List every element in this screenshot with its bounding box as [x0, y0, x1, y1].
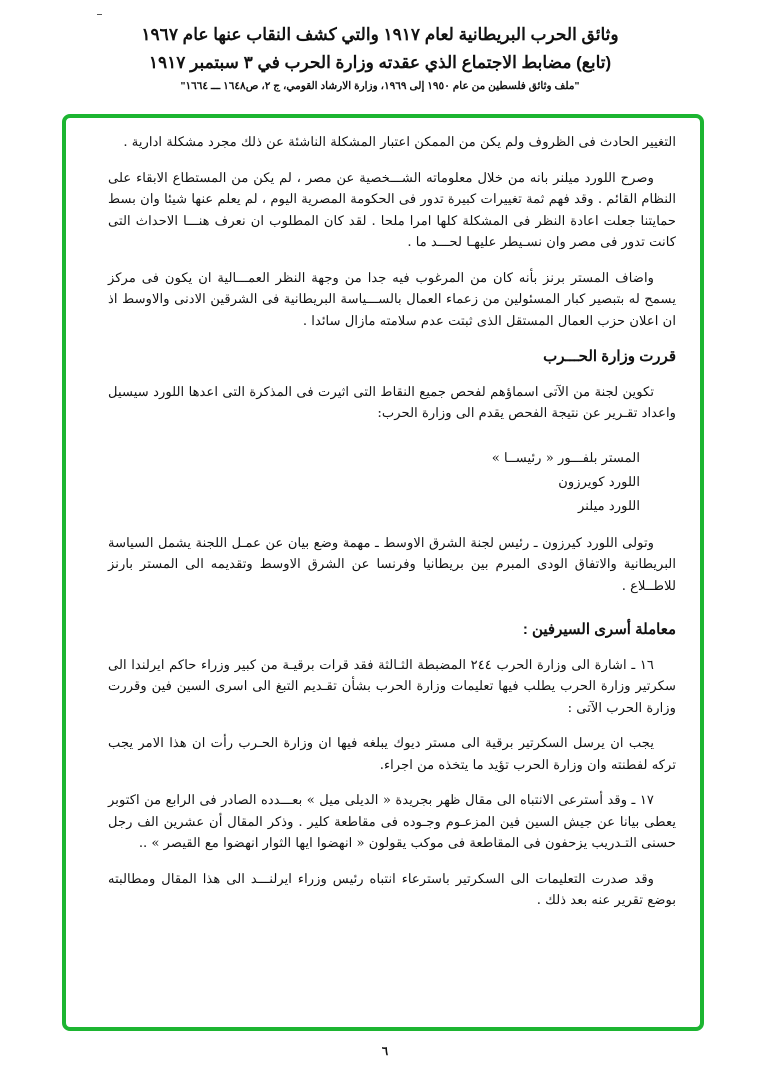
document-source-citation: "ملف وثائق فلسطين من عام ١٩٥٠ إلى ١٩٦٩، وزارة الارشاد القومي، ج ٢، ص١٦٤٨ ـــ ١٦٦٤" — [180, 80, 580, 92]
paragraph-barnes-statement: واضاف المستر برنز بأنه كان من المرغوب فيه جدا من وجهة النظر العمـــالية ان يكون فى مركز يسمح له بتبصير كبار المسئولين من زعماء العمال بالســـياسة البريطانية فى الشرقين الادنى والاوسط اذ ان اعلان حزب العمال المستقل الذى ثبتت عدم سلامته مازال سائدا . — [108, 270, 676, 329]
paragraph-item-17: ١٧ ـ وقد أسترعى الانتباه الى مقال ظهر بجريدة « الديلى ميل » بعـــدده الصادر فى الرابع من اكتوبر يعطى بيانا عن جيش السين فين المزعـوم وجـوده فى مقاطعة كلير . وذكر المقال أن عشرين الف رجل حسنى التـدريب يزحفون فى المقاطعة فى موكب يقولون « انهضوا ايها الثوار انهضوا مع القيصر » .. — [108, 793, 676, 851]
document-body — [108, 132, 676, 926]
document-title: وثائق الحرب البريطانية لعام ١٩١٧ والتي كشف النقاب عنها عام ١٩٦٧ — [141, 25, 619, 44]
committee-members-list — [108, 447, 676, 519]
paragraph-continuation: التغيير الحادث فى الظروف ولم يكن من الممكن اعتبار المشكلة الناشئة عن ذلك مجرد مشكلة ادارية . — [123, 135, 676, 150]
scan-artifact — [97, 14, 102, 15]
paragraph-curzon-task: وتولى اللورد كيرزون ـ رئيس لجنة الشرق الاوسط ـ مهمة وضع بيان عن عمـل اللجنة يشمل السياسة البريطانية والاتفاق الودى المبرم بين بريطانيا وفرنسا عن الشرق الاوسط وتقديمه الى المستر بارنز للاطــلاع . — [108, 535, 676, 594]
page-number: ٦ — [381, 1044, 389, 1058]
list-item-member: اللورد ميلنر — [578, 498, 640, 514]
section-heading-sinn-fein-prisoners: معاملة أسرى السيرفين : — [522, 621, 676, 638]
list-item-member: اللورد كويرزون — [558, 474, 640, 490]
paragraph-committee-formation: تكوين لجنة من الآتى اسماؤهم لفحص جميع النقاط التى اثيرت فى المذكرة التى اعدها اللورد سيسيل واعداد تقـرير عن نتيجة الفحص يقدم الى وزارة الحرب: — [108, 384, 676, 421]
list-item-member: المستر بلفـــور « رئيســا » — [491, 450, 640, 466]
paragraph-telegram-instruction: يجب ان يرسل السكرتير برقية الى مستر ديوك يبلغه فيها ان وزارة الحـرب رأت ان هذا الامر يجب تركه لفطنته وان وزارة الحرب تؤيد ما يتخذه من اجراء. — [108, 736, 676, 773]
document-subtitle: (تابع) مضابط الاجتماع الذي عقدته وزارة الحرب في ٣ سبتمبر ١٩١٧ — [148, 53, 612, 72]
section-heading-war-cabinet-decided: قررت وزارة الحـــرب — [543, 348, 676, 365]
paragraph-item-16: ١٦ ـ اشارة الى وزارة الحرب ٢٤٤ المضبطة الثـالثة فقد قرات برقيـة من كبير وزراء حاكم ايرلندا الى سكرتير وزارة الحرب يطلب فيها تعليمات وزارة الحرب بشأن تقـديم التبغ الى اسرى السين فين وقررت وزارة الحرب الآتى : — [108, 657, 676, 716]
document-header — [120, 22, 640, 94]
paragraph-final-instructions: وقد صدرت التعليمات الى السكرتير باسترعاء انتباه رئيس وزراء ايرلنـــد الى هذا المقال ومطالبته بوضع تقرير عنه بعد ذلك . — [108, 871, 676, 908]
paragraph-milner-statement: وصرح اللورد ميلنر بانه من خلال معلوماته الشـــخصية عن مصر ، لم يكن من المستطاع الابقاء على النظام القائم . وقد فهم ثمة تغييرات كبيرة تدور فى الحكومة المصرية اليوم ، لم يعلم عنها شيئا وان بسط حمايتنا جعلت اعادة النظر فى المشكلة كلها امرا ملحا . لقد كان المطلوب ان نعرف هنـــا الاحداث التى كانت تدور فى مصر وان نسـيطر عليهـا لحـــد ما . — [108, 170, 676, 250]
